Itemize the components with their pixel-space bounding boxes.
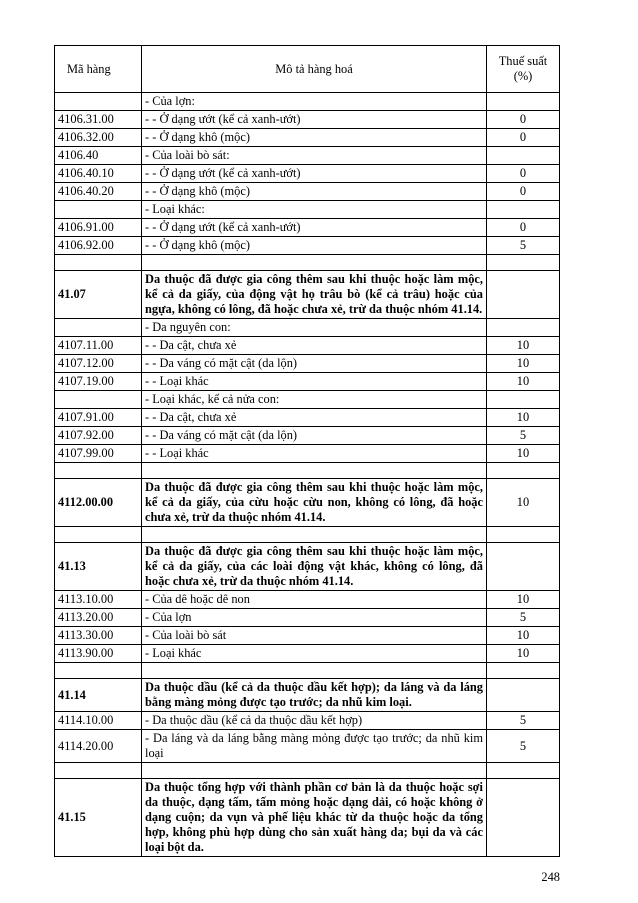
tariff-body <box>55 93 560 857</box>
code-cell: 4106.40.10 <box>55 165 142 183</box>
description-cell: - Của loài bò sát: <box>142 147 487 165</box>
code-cell <box>55 391 142 409</box>
heading-row <box>55 779 560 857</box>
spacer-cell <box>487 663 560 679</box>
table-row <box>55 427 560 445</box>
table-row <box>55 591 560 609</box>
code-cell: 41.07 <box>55 271 142 319</box>
description-cell: - Da thuộc dầu (kể cả da thuộc dầu kết hợp) <box>142 712 487 730</box>
heading-row <box>55 271 560 319</box>
spacer-cell <box>55 763 142 779</box>
description-cell: - - Ở dạng khô (mộc) <box>142 237 487 255</box>
spacer-cell <box>487 763 560 779</box>
rate-cell: 0 <box>487 183 560 201</box>
rate-cell <box>487 779 560 857</box>
spacer-row <box>55 463 560 479</box>
spacer-cell <box>487 255 560 271</box>
rate-cell <box>487 271 560 319</box>
spacer-row <box>55 663 560 679</box>
description-cell: - Của lợn: <box>142 93 487 111</box>
code-cell: 4107.91.00 <box>55 409 142 427</box>
code-cell: 4113.20.00 <box>55 609 142 627</box>
spacer-cell <box>142 463 487 479</box>
code-cell <box>55 201 142 219</box>
description-cell: - - Ở dạng ướt (kể cả xanh-ướt) <box>142 165 487 183</box>
code-cell: 4113.30.00 <box>55 627 142 645</box>
header-description: Mô tả hàng hoá <box>142 46 487 93</box>
description-cell: - - Da váng có mặt cật (da lộn) <box>142 355 487 373</box>
description-cell: Da thuộc đã được gia công thêm sau khi thuộc hoặc làm mộc, kể cả da giấy, của cừu hoặc cừu non, không có lông, đã hoặc chưa xẻ, trừ da thuộc nhóm 41.14. <box>142 479 487 527</box>
table-row <box>55 319 560 337</box>
rate-cell <box>487 319 560 337</box>
spacer-cell <box>55 663 142 679</box>
description-cell: - Loại khác <box>142 645 487 663</box>
header-code: Mã hàng <box>55 46 142 93</box>
spacer-cell <box>55 255 142 271</box>
rate-cell: 5 <box>487 609 560 627</box>
code-cell: 4114.20.00 <box>55 730 142 763</box>
description-cell: - - Ở dạng ướt (kể cả xanh-ướt) <box>142 219 487 237</box>
spacer-row <box>55 255 560 271</box>
code-cell: 4114.10.00 <box>55 712 142 730</box>
tariff-table <box>54 45 560 857</box>
table-row <box>55 730 560 763</box>
code-cell: 4106.40.20 <box>55 183 142 201</box>
code-cell: 4112.00.00 <box>55 479 142 527</box>
rate-cell: 10 <box>487 409 560 427</box>
code-cell: 41.15 <box>55 779 142 857</box>
description-cell: Da thuộc dầu (kể cả da thuộc dầu kết hợp); da láng và da láng bằng màng mỏng được tạo trước; da nhũ kim loại. <box>142 679 487 712</box>
table-row <box>55 337 560 355</box>
heading-row <box>55 679 560 712</box>
description-cell: - Da nguyên con: <box>142 319 487 337</box>
description-cell: - - Ở dạng khô (mộc) <box>142 183 487 201</box>
heading-row <box>55 543 560 591</box>
table-row <box>55 183 560 201</box>
table-row <box>55 147 560 165</box>
table-row <box>55 391 560 409</box>
description-cell: - Da láng và da láng bằng màng mỏng được tạo trước; da nhũ kim loại <box>142 730 487 763</box>
rate-cell <box>487 391 560 409</box>
rate-cell: 0 <box>487 219 560 237</box>
code-cell: 4107.11.00 <box>55 337 142 355</box>
rate-cell: 10 <box>487 337 560 355</box>
rate-cell: 10 <box>487 645 560 663</box>
description-cell: - Loại khác, kể cả nửa con: <box>142 391 487 409</box>
header-rate: Thuế suất (%) <box>487 46 560 93</box>
code-cell: 4107.99.00 <box>55 445 142 463</box>
rate-cell: 5 <box>487 712 560 730</box>
rate-cell: 5 <box>487 730 560 763</box>
table-row <box>55 409 560 427</box>
code-cell: 4107.12.00 <box>55 355 142 373</box>
table-row <box>55 201 560 219</box>
heading-row <box>55 479 560 527</box>
spacer-cell <box>55 527 142 543</box>
code-cell: 4107.92.00 <box>55 427 142 445</box>
header-row <box>55 46 560 93</box>
spacer-row <box>55 763 560 779</box>
table-row <box>55 609 560 627</box>
rate-cell: 0 <box>487 129 560 147</box>
description-cell: - Của lợn <box>142 609 487 627</box>
description-cell: - - Da cật, chưa xẻ <box>142 409 487 427</box>
rate-cell <box>487 93 560 111</box>
rate-cell <box>487 679 560 712</box>
rate-cell: 10 <box>487 445 560 463</box>
spacer-row <box>55 527 560 543</box>
code-cell <box>55 93 142 111</box>
code-cell: 4107.19.00 <box>55 373 142 391</box>
description-cell: - Loại khác: <box>142 201 487 219</box>
code-cell <box>55 319 142 337</box>
rate-cell: 0 <box>487 111 560 129</box>
rate-cell <box>487 201 560 219</box>
spacer-cell <box>142 527 487 543</box>
description-cell: - - Da váng có mặt cật (da lộn) <box>142 427 487 445</box>
description-cell: - - Loại khác <box>142 373 487 391</box>
rate-cell: 0 <box>487 165 560 183</box>
description-cell: - - Ở dạng khô (mộc) <box>142 129 487 147</box>
table-row <box>55 165 560 183</box>
table-row <box>55 93 560 111</box>
description-cell: Da thuộc đã được gia công thêm sau khi thuộc hoặc làm mộc, kể cả da giấy, của các loài động vật khác, không có lông, đã hoặc chưa xẻ, trừ da thuộc nhóm 41.14. <box>142 543 487 591</box>
table-row <box>55 111 560 129</box>
table-row <box>55 129 560 147</box>
description-cell: Da thuộc đã được gia công thêm sau khi thuộc hoặc làm mộc, kể cả da giấy, của động vật họ trâu bò (kể cả trâu) hoặc của ngựa, không có lông, đã hoặc chưa xẻ, trừ da thuộc nhóm 41.14. <box>142 271 487 319</box>
code-cell: 41.13 <box>55 543 142 591</box>
table-row <box>55 219 560 237</box>
spacer-cell <box>142 763 487 779</box>
table-row <box>55 373 560 391</box>
rate-cell: 10 <box>487 627 560 645</box>
code-cell: 4113.90.00 <box>55 645 142 663</box>
code-cell: 41.14 <box>55 679 142 712</box>
rate-cell: 10 <box>487 479 560 527</box>
rate-cell <box>487 147 560 165</box>
spacer-cell <box>487 527 560 543</box>
code-cell: 4113.10.00 <box>55 591 142 609</box>
spacer-cell <box>55 463 142 479</box>
description-cell: - Của loài bò sát <box>142 627 487 645</box>
description-cell: - Của dê hoặc dê non <box>142 591 487 609</box>
table-row <box>55 355 560 373</box>
description-cell: Da thuộc tổng hợp với thành phần cơ bản là da thuộc hoặc sợi da thuộc, dạng tấm, tấm mỏng hoặc dạng dải, có hoặc không ở dạng cuộn; da vụn và phế liệu khác từ da thuộc hoặc da tổng hợp, không phù hợp dùng cho sản xuất hàng da; bụi da và các loại bột da. <box>142 779 487 857</box>
code-cell: 4106.31.00 <box>55 111 142 129</box>
rate-cell: 10 <box>487 355 560 373</box>
table-row <box>55 237 560 255</box>
code-cell: 4106.91.00 <box>55 219 142 237</box>
code-cell: 4106.32.00 <box>55 129 142 147</box>
table-row <box>55 445 560 463</box>
rate-cell: 5 <box>487 427 560 445</box>
rate-cell: 10 <box>487 373 560 391</box>
rate-cell <box>487 543 560 591</box>
description-cell: - - Ở dạng ướt (kể cả xanh-ướt) <box>142 111 487 129</box>
page-number: 248 <box>541 870 560 884</box>
spacer-cell <box>142 255 487 271</box>
table-row <box>55 645 560 663</box>
rate-cell: 10 <box>487 591 560 609</box>
code-cell: 4106.40 <box>55 147 142 165</box>
code-cell: 4106.92.00 <box>55 237 142 255</box>
table-row <box>55 712 560 730</box>
table-row <box>55 627 560 645</box>
spacer-cell <box>487 463 560 479</box>
description-cell: - - Loại khác <box>142 445 487 463</box>
spacer-cell <box>142 663 487 679</box>
description-cell: - - Da cật, chưa xẻ <box>142 337 487 355</box>
rate-cell: 5 <box>487 237 560 255</box>
